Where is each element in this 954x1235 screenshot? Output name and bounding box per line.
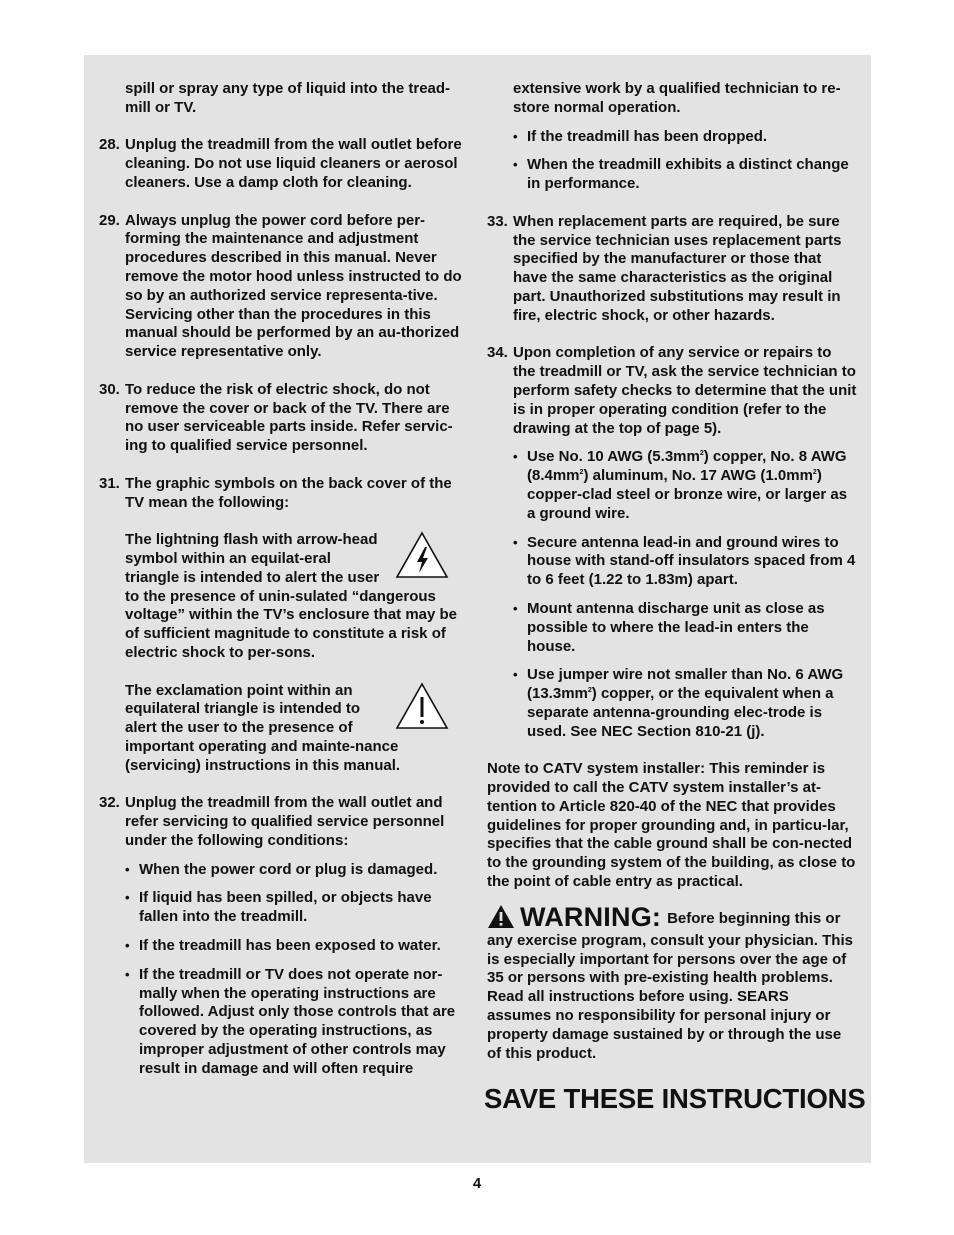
bullet-item (487, 534, 857, 590)
bullet-item (99, 861, 469, 880)
item-text: Unplug the treadmill from the wall outlet and refer servicing to qualified service personnel under the following conditions: (125, 794, 445, 849)
text-part: ) copper, or the equivalent when a separate antenna-grounding elec-trode is used. See NEC Section 810-21 (j). (527, 685, 834, 740)
bullet-glyph: • (513, 157, 518, 173)
bullet-glyph: • (513, 449, 518, 465)
item-29 (99, 212, 469, 362)
warning-text-first: Before beginning this or (667, 910, 841, 928)
lightning-text: The lightning flash with arrow-head symbol within an equilat-eral triangle is intended to alert the user to the presence of unin-sulated “dangerous voltage” within the TV’s enclosure that may be of sufficient magnitude to constitute a risk of electric shock to per-sons. (125, 531, 458, 661)
text-part: ) copper, No. 8 AWG (8.4mm (527, 448, 847, 485)
save-instructions-title: SAVE THESE INSTRUCTIONS (484, 1083, 866, 1114)
lightning-warning-icon (395, 531, 449, 579)
bullet-item (99, 889, 469, 927)
item-text: Unplug the treadmill from the wall outlet before cleaning. Do not use liquid cleaners or aerosol cleaners. Use a damp cloth for cleaning. (125, 136, 462, 191)
warning-heading (487, 902, 857, 932)
warning-word: WARNING: (520, 901, 662, 932)
bullet-text: Secure antenna lead-in and ground wires to house with stand-off insulators spaced from 4 to 6 feet (1.22 to 1.83m) apart. (527, 533, 856, 589)
bullet-item-jumper-wire (487, 666, 857, 741)
item-text: Always unplug the power cord before per-forming the maintenance and adjustment procedures described in this manual. Never remove the motor hood unless instructed to do so by an authorized service representa-tive. Servicing other than the procedures in this manual should be performed by an au-thorized service representative only. (125, 211, 462, 361)
exclamation-symbol-explanation (99, 682, 469, 776)
item-number: 33. (487, 212, 508, 230)
lightning-symbol-explanation (99, 531, 469, 663)
bullet-glyph: • (513, 128, 518, 144)
bullet-glyph: • (125, 938, 130, 954)
bullet-glyph: • (513, 534, 518, 550)
bullet-glyph: • (513, 667, 518, 683)
catv-note: Note to CATV system installer: This reminder is provided to call the CATV system installer’s at-tention to Article 820-40 of the NEC that provides guidelines for proper grounding and, in particu-lar, specifies that the cable ground shall be con-nected to the grounding system of the building, as close to the point of cable entry as practical. (487, 760, 856, 891)
text-part: ) aluminum, No. 17 AWG (1.0mm (583, 467, 813, 485)
warning-text: any exercise program, consult your physician. This is especially important for persons over the age of 35 or persons with pre-existing health problems. Read all instructions before using. SEARS assumes no responsibility for personal injury or property damage sustained by or through the use of this product. (487, 931, 853, 1062)
text-part: Use jumper wire not smaller than No. 6 AWG (13.3mm (527, 666, 844, 703)
bullet-text: If the treadmill or TV does not operate nor-mally when the operating instructions are followed. Adjust only those controls that are covered by the operating instructions, as improper adjustment of other controls may result in damage and will often require (139, 965, 456, 1077)
bullet-item (99, 966, 469, 1079)
bullet-text: When the treadmill exhibits a distinct change in performance. (527, 156, 849, 193)
superscript: 2 (812, 469, 817, 477)
item-number: 34. (487, 344, 508, 362)
bullet-item (487, 156, 857, 194)
superscript: 2 (587, 687, 592, 695)
exclamation-text: The exclamation point within an equilateral triangle is intended to alert the user to the presence of important operating and mainte-nance (servicing) instructions in this manual. (125, 681, 401, 774)
item-number: 32. (99, 794, 120, 812)
bullet-glyph: • (125, 890, 130, 906)
item-30 (99, 381, 469, 456)
bullet-text: Mount antenna discharge unit as close as possible to where the lead-in enters the house. (527, 599, 825, 655)
item-number: 29. (99, 211, 120, 229)
page-number: 4 (472, 1175, 482, 1192)
bullet-text (527, 666, 857, 741)
text-part: ) copper-clad steel or bronze wire, or larger as a ground wire. (527, 467, 848, 522)
bullet-continuation: extensive work by a qualified technician to re-store normal operation. (513, 80, 841, 116)
warning-icon (487, 904, 515, 929)
right-column (487, 80, 857, 1063)
superscript: 2 (699, 450, 704, 458)
item-text: The graphic symbols on the back cover of the TV mean the following: (125, 474, 452, 511)
bullet-item (487, 600, 857, 656)
bullet-item-ground-wire (487, 448, 857, 523)
item-28 (99, 136, 469, 192)
item-32 (99, 794, 469, 850)
item-number: 30. (99, 380, 120, 398)
left-column (99, 80, 469, 1079)
bullet-glyph: • (513, 600, 518, 616)
item-text: When replacement parts are required, be sure the service technician uses replacement parts specified by the manufacturer or those that have the same characteristics as the original part. Unauthorized substitutions may result in fire, electric shock, or other hazards. (513, 212, 842, 324)
item-33 (487, 213, 857, 326)
bullet-item (99, 937, 469, 956)
bullet-text: If the treadmill has been exposed to water. (139, 937, 441, 955)
bullet-item (487, 128, 857, 147)
item-31 (99, 475, 469, 513)
item-text: To reduce the risk of electric shock, do not remove the cover or back of the TV. There are no user serviceable parts inside. Refer servic-ing to qualified service personnel. (125, 380, 453, 455)
item-number: 28. (99, 136, 120, 154)
bullet-text: When the power cord or plug is damaged. (139, 860, 438, 878)
bullet-text (527, 448, 857, 523)
item-34 (487, 344, 857, 438)
item-number: 31. (99, 474, 120, 492)
item27-continuation: spill or spray any type of liquid into the tread-mill or TV. (125, 80, 451, 116)
bullet-text: If the treadmill has been dropped. (527, 127, 768, 145)
superscript: 2 (579, 469, 584, 477)
text-part: Use No. 10 AWG (5.3mm (527, 448, 700, 466)
exclamation-warning-icon (395, 682, 449, 730)
item-text: Upon completion of any service or repairs to the treadmill or TV, ask the service technician to perform safety checks to determine that the unit is in proper operating condition (refer to the drawing at the top of page 5). (513, 344, 857, 437)
bullet-glyph: • (125, 861, 130, 877)
bullet-glyph: • (125, 966, 130, 982)
bullet-text: If liquid has been spilled, or objects have fallen into the treadmill. (139, 889, 432, 926)
